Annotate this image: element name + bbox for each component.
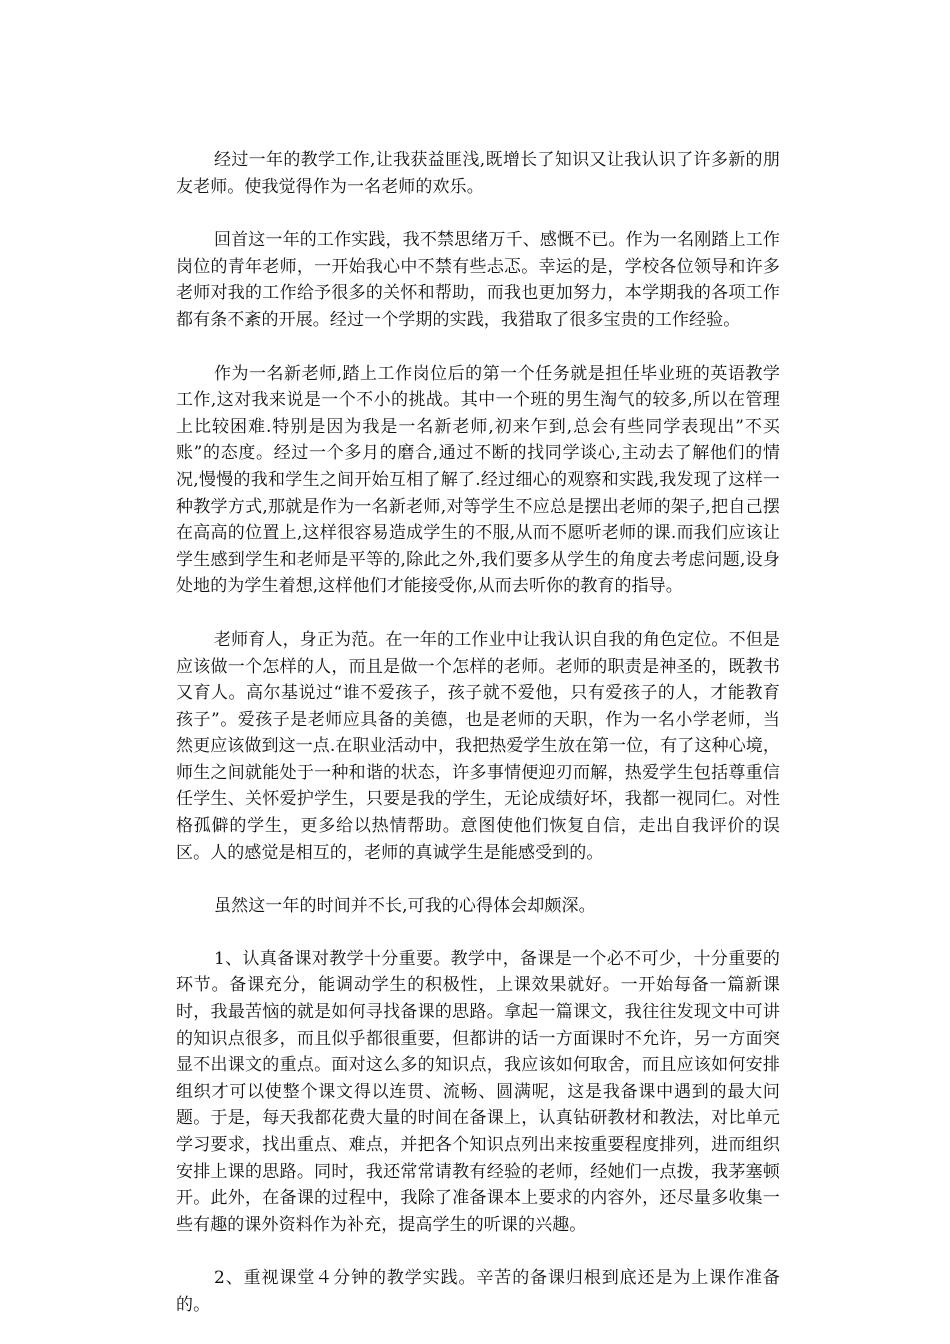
paragraph-summary: 虽然这一年的时间并不长,可我的心得体会却颇深。 <box>214 896 596 917</box>
paragraph-classroom-practice: 2、重视课堂４分钟的教学实践。辛苦的备课归根到底还是为上课作准备的。 <box>176 1268 780 1315</box>
paragraph-reflection: 回首这一年的工作实践，我不禁思绪万千、感慨不已。作为一名刚踏上工作岗位的青年老师，一开始我心中不禁有些忐忑。幸运的是，学校各位领导和许多老师对我的工作给予很多的关怀和帮助，而我也更加努力，本学期我的各项工作都有条不紊的开展。经过一个学期的实践，我猎取了很多宝贵的工作经验。 <box>176 230 780 330</box>
document-body <box>176 147 780 1319</box>
paragraph-lesson-prep: 1、认真备课对教学十分重要。教学中，备课是一个必不可少，十分重要的环节。备课充分，能调动学生的积极性，上课效果就好。一开始每备一篇新课时，我最苦恼的就是如何寻找备课的思路。拿起一篇课文，我往往发现文中可讲的知识点很多，而且似乎都很重要，但都讲的话一方面课时不允许，另一方面突显不出课文的重点。面对这么多的知识点，我应该如何取舍，而且应该如何安排组织才可以使整个课文得以连贯、流畅、圆满呢，这是我备课中遇到的最大问题。于是，每天我都花费大量的时间在备课上，认真钻研教材和教法，对比单元学习要求，找出重点、难点，并把各个知识点列出来按重要程度排列，进而组织安排上课的思路。同时，我还常常请教有经验的老师，经她们一点拨，我茅塞顿开。此外，在备课的过程中，我除了准备课本上要求的内容外，还尽量多收集一些有趣的课外资料作为补充，提高学生的听课的兴趣。 <box>176 948 780 1235</box>
paragraph-role-model: 老师育人，身正为范。在一年的工作业中让我认识自我的角色定位。不但是应该做一个怎样的人，而且是做一个怎样的老师。老师的职责是神圣的，既教书又育人。高尔基说过“谁不爱孩子，孩子就不爱他，只有爱孩子的人，才能教育孩子”。爱孩子是老师应具备的美德，也是老师的天职，作为一名小学老师，当然更应该做到这一点.在职业活动中，我把热爱学生放在第一位，有了这种心境，师生之间就能处于一种和谐的状态，许多事情便迎刃而解，热爱学生包括尊重信任学生、关怀爱护学生，只要是我的学生，无论成绩好坏，我都一视同仁。对性格孤僻的学生，更多给以热情帮助。意图使他们恢复自信，走出自我评价的误区。人的感觉是相互的，老师的真诚学生是能感受到的。 <box>176 629 781 863</box>
paragraph-intro: 经过一年的教学工作,让我获益匪浅,既增长了知识又让我认识了许多新的朋友老师。使我觉得作为一名老师的欢乐。 <box>176 150 780 197</box>
paragraph-new-teacher: 作为一名新老师,踏上工作岗位后的第一个任务就是担任毕业班的英语教学工作,这对我来说是一个不小的挑战。其中一个班的男生淘气的较多,所以在管理上比较困难.特别是因为我是一名新老师,初来乍到,总会有些同学表现出”不买账”的态度。经过一个多月的磨合,通过不断的找同学谈心,主动去了解他们的情况,慢慢的我和学生之间开始互相了解了.经过细心的观察和实践,我发现了这样一种教学方式,那就是作为一名新老师,对等学生不应总是摆出老师的架子,把自己摆在高高的位置上,这样很容易造成学生的不服,从而不愿听老师的课.而我们应该让学生感到学生和老师是平等的,除此之外,我们要多从学生的角度去考虑问题,设身处地的为学生着想,这样他们才能接受你,从而去听你的教育的指导。 <box>176 363 780 597</box>
